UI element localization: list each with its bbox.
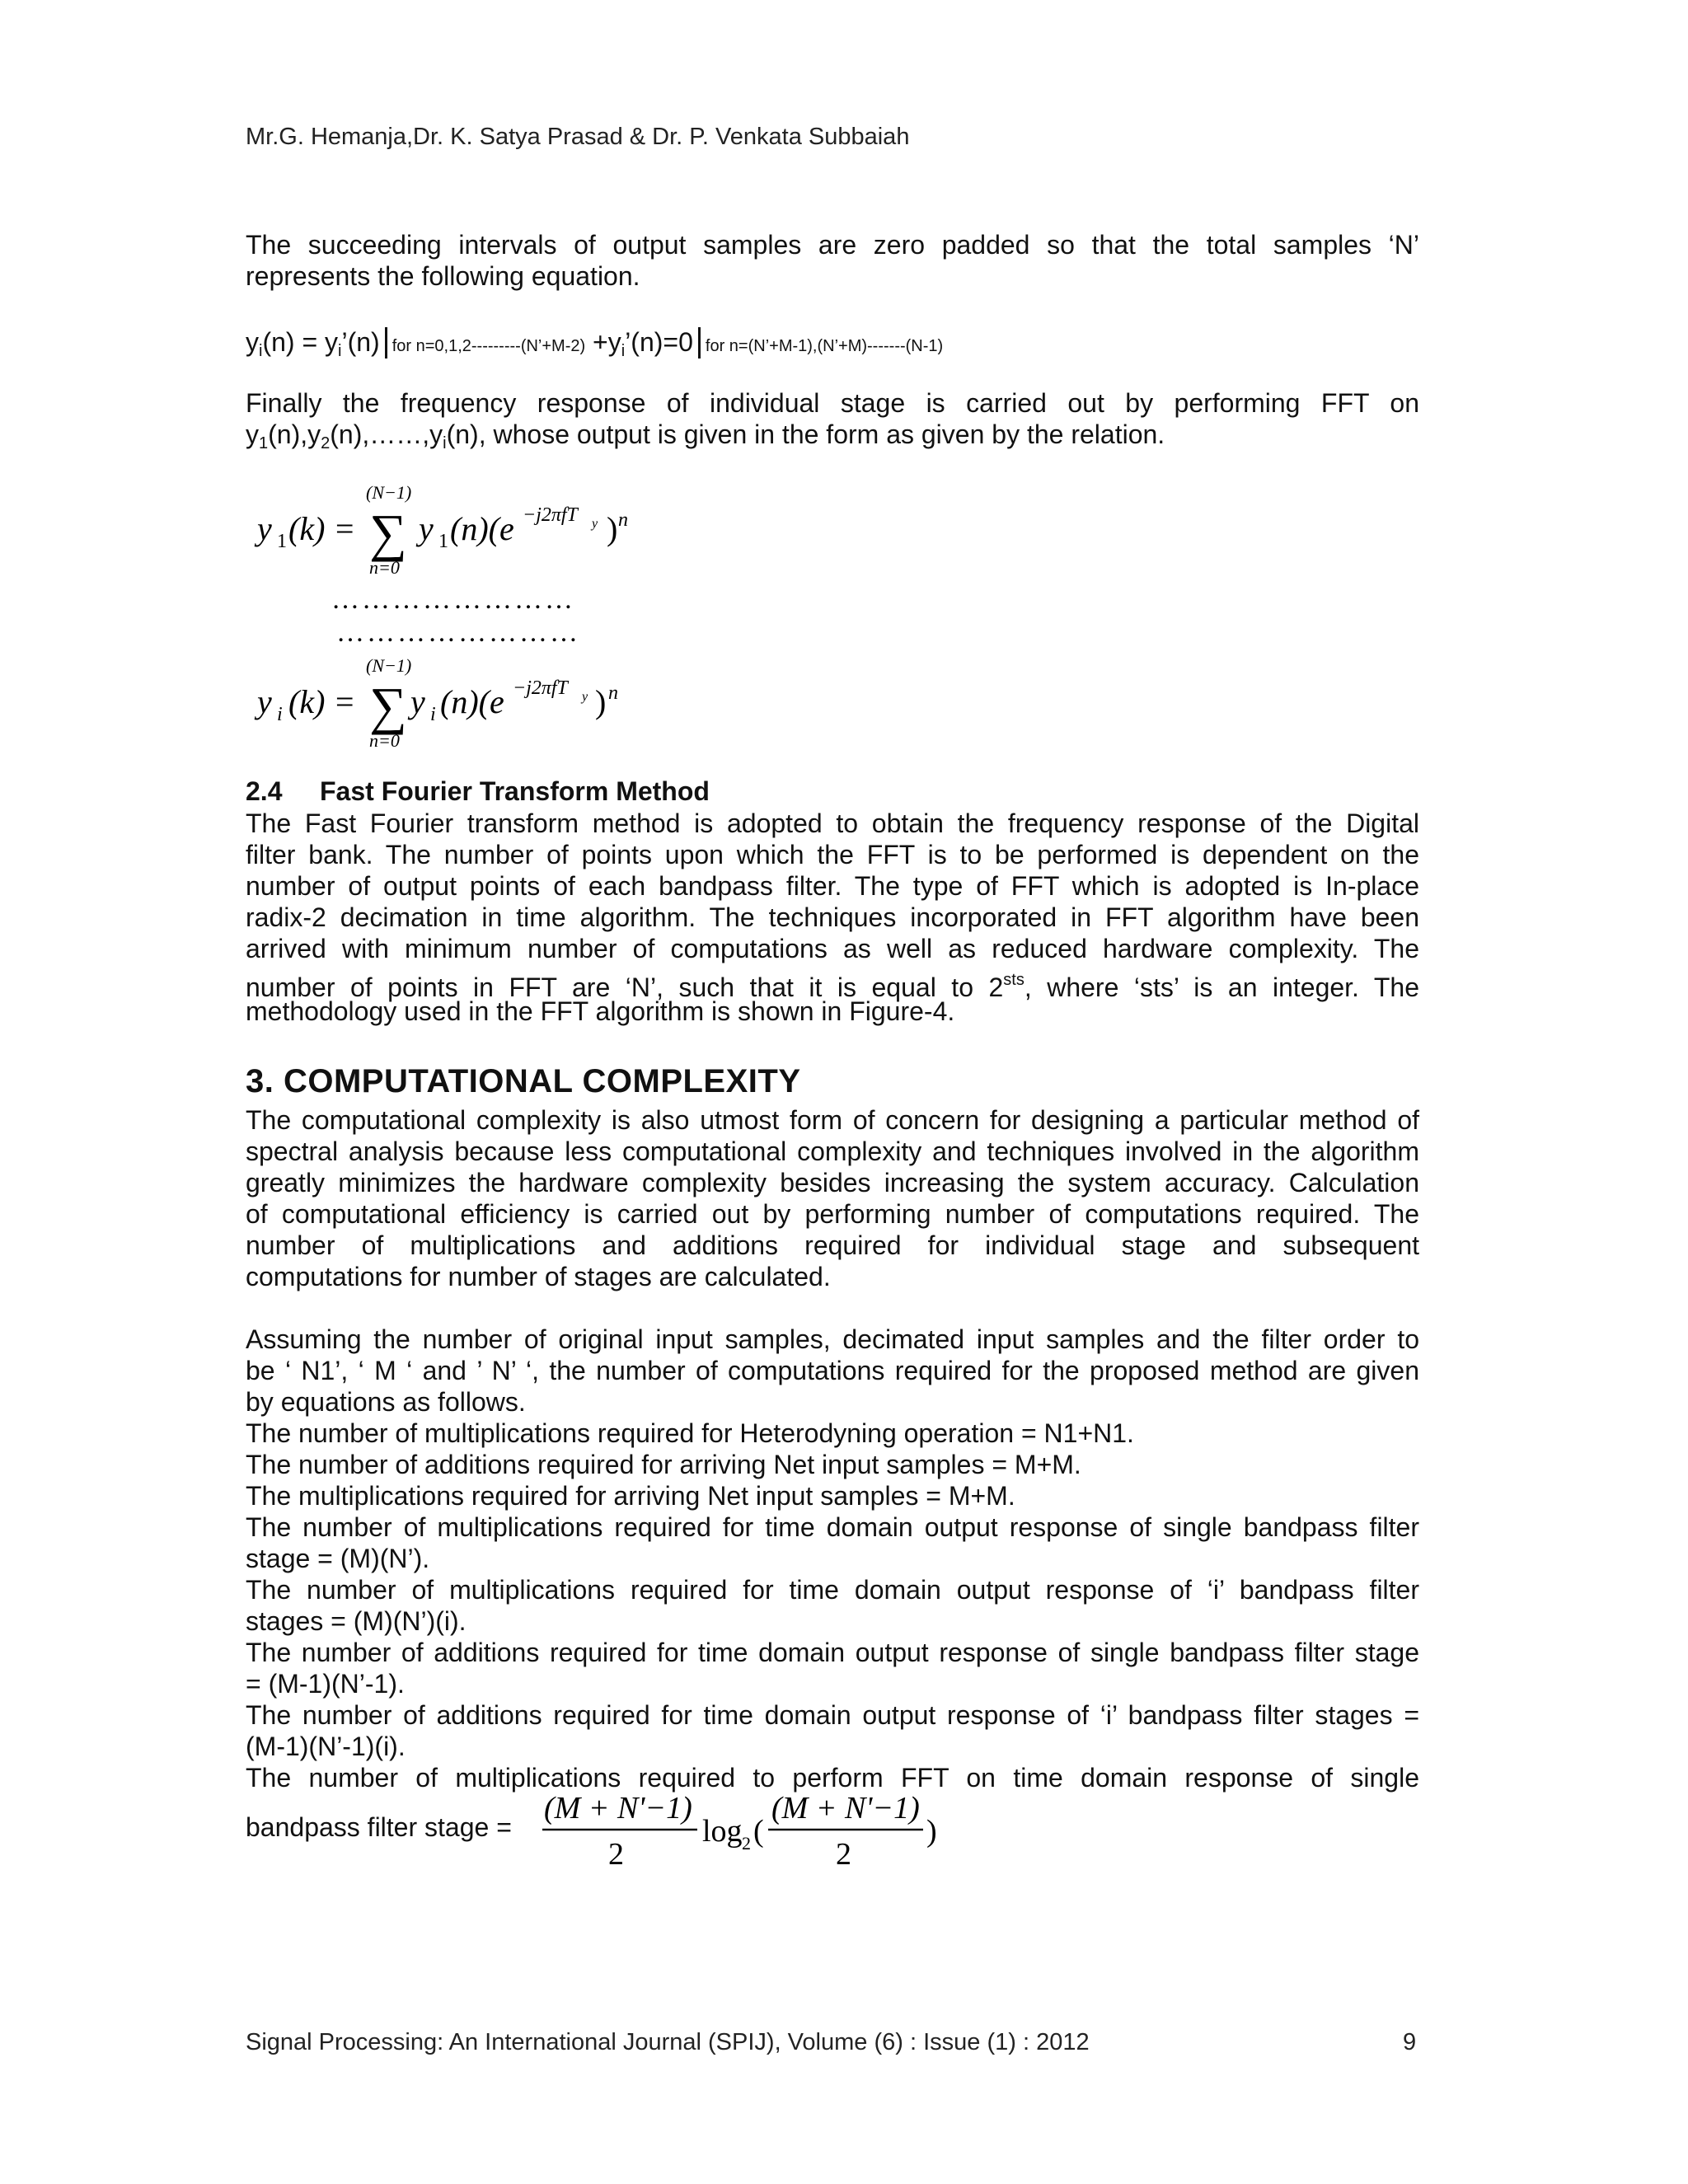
upper-limit-2: (N−1) (366, 655, 412, 676)
journal-footer: Signal Processing: An International Journal (SPIJ), Volume (6) : Issue (1) : 2012 (246, 2029, 1090, 2055)
exp-2: −j2πfT (513, 677, 568, 699)
sigma-1: ∑ (369, 504, 407, 562)
sec3-para2-line: by equations as follows. (246, 1387, 526, 1417)
sec24-line: radix-2 decimation in time algorithm. The techniques incorporated in FFT algorithm have been (246, 902, 1419, 932)
lower-limit-1: n=0 (369, 557, 400, 578)
numerator-1: (M + N'−1) (544, 1791, 692, 1825)
n-term-1: (n)(e (450, 510, 514, 547)
fft-complexity-equation (536, 1785, 964, 1876)
sec3-para1-line: spectral analysis because less computational complexity and techniques involved in the algorithm (246, 1137, 1419, 1166)
exp-sub-1: y (592, 517, 598, 531)
para2-line2: $y_1(n),y_2(n),\dots\dots,y_i(n)$, whose output is given in the form as given by the relation. (246, 419, 1165, 452)
y1-symbol: y (257, 510, 272, 547)
section-2-4-heading: 2.4 Fast Fourier Transform Method (246, 776, 710, 806)
y1-term: y (419, 510, 434, 547)
open-paren: ( (753, 1814, 764, 1849)
numerator-2: (M + N'−1) (771, 1791, 920, 1825)
sec3-para2-line: be ‘ N1’, ‘ M ‘ and ’ N’ ‘, the number of computations required for the proposed method are given (246, 1356, 1419, 1385)
evaluation-bar (385, 327, 387, 359)
yi-term-sub: i (430, 704, 436, 725)
i-stage-adds-line2: (M-1)(N’-1)(i). (246, 1732, 406, 1761)
i-stage-mults-line2: stages = (M)(N’)(i). (246, 1606, 467, 1636)
k-eq-1: (k) = (288, 510, 356, 547)
sec24-line: filter bank. The number of points upon which the FFT is to be performed is dependent on the (246, 840, 1419, 869)
yi-sub: i (277, 704, 283, 725)
power-1: n (618, 509, 628, 531)
close-2: ) (595, 683, 607, 720)
sec3-para1-line: number of multiplications and additions required for individual stage and subsequent (246, 1230, 1419, 1260)
i-stage-adds-line1: The number of additions required for time domain output response of ‘i’ bandpass filter stages = (246, 1700, 1419, 1730)
sec24-line-6: number of points in FFT are ‘N’, such that it is equal to $2^{sts}$, where ‘sts’ is an integer. The (246, 971, 1420, 1002)
running-header: Mr.G. Hemanja,Dr. K. Satya Prasad & Dr. P. Venkata Subbaiah (246, 124, 910, 150)
heterodyne-mults: The number of multiplications required for Heterodyning operation = N1+N1. (246, 1418, 1134, 1448)
sec3-para2-line: Assuming the number of original input samples, decimated input samples and the filter order to (246, 1324, 1419, 1354)
fft-mults-line2: bandpass filter stage = (246, 1812, 512, 1842)
evaluation-bar (698, 327, 701, 359)
sec24-line: number of output points of each bandpass filter. The type of FFT which is adopted is In-place (246, 871, 1419, 901)
net-input-mults: The multiplications required for arriving Net input samples = M+M. (246, 1481, 1015, 1511)
exp-sub-2: y (582, 690, 588, 704)
y1-term-sub: 1 (438, 531, 448, 552)
single-stage-mults-line1: The number of multiplications required for time domain output response of single bandpass filter (246, 1512, 1419, 1542)
sec3-para1-last: computations for number of stages are calculated. (246, 1262, 831, 1291)
n-term-2: (n)(e (440, 683, 504, 720)
sigma-2: ∑ (369, 677, 407, 735)
yi-symbol: y (257, 683, 272, 720)
para2-line1: Finally the frequency response of individual stage is carried out by performing FFT on (246, 388, 1419, 418)
log-text: log (702, 1814, 743, 1849)
para1-line2: represents the following equation. (246, 261, 640, 291)
ellipsis-row-2: …………………… (336, 617, 580, 648)
sec24-line-7: methodology used in the FFT algorithm is shown in Figure-4. (246, 996, 955, 1026)
upper-limit-1: (N−1) (366, 482, 412, 503)
net-input-additions: The number of additions required for arriving Net input samples = M+M. (246, 1450, 1081, 1479)
k-eq-2: (k) = (288, 683, 356, 720)
fft-sum-equations (246, 478, 740, 758)
condition-1: for n=0,1,2---------(N’+M-2) (392, 337, 586, 355)
denominator-1: 2 (608, 1837, 624, 1872)
exp-1: −j2πfT (523, 504, 578, 526)
power-2: n (608, 682, 618, 704)
close-1: ) (607, 510, 618, 547)
page-number: 9 (1403, 2029, 1417, 2055)
sec24-line: The Fast Fourier transform method is adopted to obtain the frequency response of the Digital (246, 808, 1419, 838)
ellipsis-row-1: …………………… (331, 584, 575, 615)
section-3-heading: 3. COMPUTATIONAL COMPLEXITY (246, 1063, 801, 1099)
condition-2: for n=(N’+M-1),(N’+M)-------(N-1) (705, 337, 944, 355)
log-base: 2 (742, 1833, 751, 1854)
para1-line1: The succeeding intervals of output samples are zero padded so that the total samples ‘N’ (246, 230, 1419, 260)
lower-limit-2: n=0 (369, 730, 400, 751)
yi-term: y (410, 683, 425, 720)
single-stage-adds-line2: = (M-1)(N’-1). (246, 1669, 405, 1699)
single-stage-adds-line1: The number of additions required for time domain output response of single bandpass filter stage (246, 1638, 1419, 1667)
sec3-para1-line: of computational efficiency is carried out by performing number of computations required. The (246, 1199, 1419, 1229)
denominator-2: 2 (836, 1837, 851, 1872)
close-paren: ) (926, 1814, 937, 1849)
zero-pad-equation: $y_i(n)$ = $y_i’(n)$ for n=0,1,2---------(N’+M-2) $+y_i’(n)=0$ for n=(N’+M-1),(N’+M)-------(N-1) (246, 327, 944, 360)
sec3-para1-line: greatly minimizes the hardware complexity besides increasing the system accuracy. Calculation (246, 1168, 1419, 1197)
sec24-line: arrived with minimum number of computations as well as reduced hardware complexity. The (246, 934, 1419, 963)
i-stage-mults-line1: The number of multiplications required for time domain output response of ‘i’ bandpass filter (246, 1575, 1419, 1605)
single-stage-mults-line2: stage = (M)(N’). (246, 1544, 430, 1573)
sec3-para1-line: The computational complexity is also utmost form of concern for designing a particular method of (246, 1105, 1419, 1135)
y1-sub: 1 (277, 531, 287, 552)
fft-mults-line1: The number of multiplications required to perform FFT on time domain response of single (246, 1763, 1419, 1793)
